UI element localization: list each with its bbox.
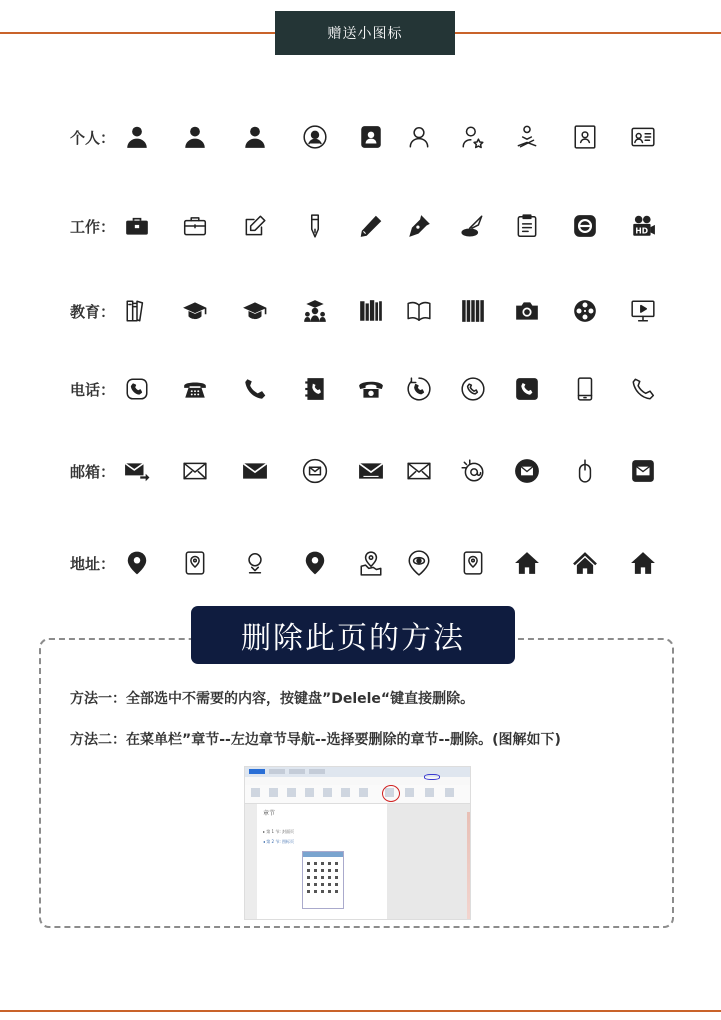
remove-method-title: 删除此页的方法 xyxy=(191,606,515,664)
map-route-icon xyxy=(358,550,384,576)
user-star-icon xyxy=(460,124,486,150)
phone-ring-icon xyxy=(406,376,432,402)
screenshot-toolbar xyxy=(245,785,470,804)
user-icon xyxy=(242,124,268,150)
page-edge xyxy=(467,812,471,920)
mail-outline-icon xyxy=(406,458,432,484)
home-outline-icon xyxy=(572,550,598,576)
map-pin-square-icon xyxy=(460,550,486,576)
phone-book-icon xyxy=(302,376,328,402)
id-card-icon xyxy=(630,124,656,150)
graduation-people-icon xyxy=(302,298,328,324)
fountain-pen-icon xyxy=(406,213,432,239)
mail-outline-icon xyxy=(182,458,208,484)
briefcase-icon xyxy=(124,213,150,239)
wps-screenshot xyxy=(244,766,471,920)
row-label: 电话： xyxy=(70,381,116,399)
mail-circle-filled-icon xyxy=(514,458,540,484)
film-reel-icon xyxy=(572,298,598,324)
edit-icon xyxy=(242,213,268,239)
svg-text:HD: HD xyxy=(635,226,649,236)
chapter-item-1: ▸ 第 1 节: 封面页 xyxy=(263,829,294,834)
location-bulb-icon xyxy=(242,550,268,576)
clipboard-icon xyxy=(514,213,540,239)
contact-card-icon xyxy=(572,124,598,150)
piano-keys-icon xyxy=(460,298,486,324)
phone-outline-icon xyxy=(630,376,656,402)
graduation-cap-icon xyxy=(182,298,208,324)
delete-button-highlight xyxy=(382,785,400,802)
at-sign-icon xyxy=(460,458,486,484)
user-badge-icon xyxy=(358,124,384,150)
mouse-icon xyxy=(572,458,598,484)
browser-icon xyxy=(572,213,598,239)
home-icon xyxy=(514,550,540,576)
handset-icon xyxy=(242,376,268,402)
camera-icon xyxy=(514,298,540,324)
location-eye-icon xyxy=(406,550,432,576)
row-label: 邮箱： xyxy=(70,463,116,481)
phone-circle-icon xyxy=(460,376,486,402)
quill-icon xyxy=(460,213,486,239)
user-icon xyxy=(124,124,150,150)
row-label: 地址： xyxy=(70,555,116,573)
mail-stamp-icon xyxy=(358,458,384,484)
video-camera-hd-icon xyxy=(630,213,656,239)
document-page-thumbnail xyxy=(302,851,344,909)
graduation-cap-icon xyxy=(242,298,268,324)
home-icon xyxy=(630,550,656,576)
briefcase-outline-icon xyxy=(182,213,208,239)
chapter-item-2: ◂ 第 2 节: 图标页 xyxy=(263,839,294,844)
mail-filled-icon xyxy=(242,458,268,484)
user-reading-icon xyxy=(514,124,540,150)
pen-icon xyxy=(302,213,328,239)
map-pin-square-icon xyxy=(182,550,208,576)
chapter-panel-title: 章节 xyxy=(263,810,276,817)
method-one: 方法一：全部选中不需要的内容，按键盘”Delele“键直接删除。 xyxy=(70,691,475,707)
open-book-icon xyxy=(406,298,432,324)
document-area xyxy=(387,804,471,920)
user-outline-icon xyxy=(406,124,432,150)
row-label: 个人： xyxy=(70,129,116,147)
map-pin-icon xyxy=(124,550,150,576)
row-label: 工作： xyxy=(70,218,116,236)
user-circle-icon xyxy=(302,124,328,150)
video-play-icon xyxy=(630,298,656,324)
user-icon xyxy=(182,124,208,150)
phone-filled-square-icon xyxy=(514,376,540,402)
desk-phone-icon xyxy=(182,376,208,402)
phone-square-icon xyxy=(124,376,150,402)
mail-circle-icon xyxy=(302,458,328,484)
map-pin-icon xyxy=(302,550,328,576)
header-tab xyxy=(275,11,455,55)
bottom-divider xyxy=(0,1010,721,1012)
header-tab-title: 赠送小图标 xyxy=(327,26,403,42)
books-icon xyxy=(358,298,384,324)
old-phone-icon xyxy=(358,376,384,402)
mobile-phone-icon xyxy=(572,376,598,402)
method-two: 方法二：在菜单栏”章节--左边章节导航--选择要删除的章节--删除。(图解如下) xyxy=(70,732,561,748)
mail-send-icon xyxy=(124,458,150,484)
chapter-menu-highlight xyxy=(424,774,440,780)
pencil-icon xyxy=(358,213,384,239)
row-label: 教育： xyxy=(70,303,116,321)
mail-square-icon xyxy=(630,458,656,484)
book-shelf-icon xyxy=(124,298,150,324)
